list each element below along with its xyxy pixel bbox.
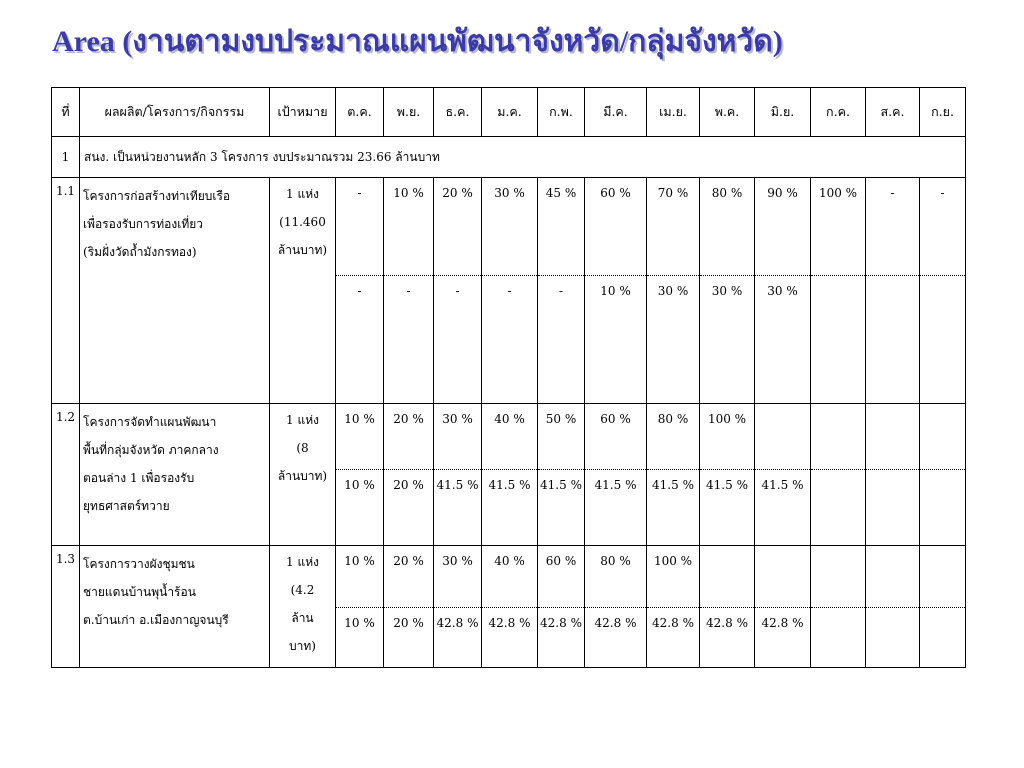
actual-cell: 30 % (755, 276, 811, 404)
project-plan-row (52, 178, 966, 276)
col-header-month: ม.ค. (482, 88, 538, 137)
header-row (52, 88, 966, 137)
plan-cell (920, 546, 966, 608)
project-name-line: พื้นที่กลุ่มจังหวัด ภาคกลาง (83, 443, 219, 457)
actual-cell: 30 % (700, 276, 755, 404)
plan-cell (920, 404, 966, 470)
actual-cell (866, 608, 920, 668)
plan-cell: - (336, 178, 384, 276)
project-target-line: 1 แห่ง (286, 555, 319, 569)
actual-cell (920, 276, 966, 404)
actual-cell: 41.5 % (755, 470, 811, 546)
plan-cell: 20 % (384, 546, 434, 608)
col-header-no: ที่ (52, 88, 80, 137)
project-name-line: ยุทธศาสตร์ทวาย (83, 499, 170, 513)
col-header-item: ผลผลิต/โครงการ/กิจกรรม (80, 88, 270, 137)
col-header-month: ธ.ค. (434, 88, 482, 137)
actual-cell: 41.5 % (434, 470, 482, 546)
plan-cell: 10 % (336, 404, 384, 470)
plan-cell: - (866, 178, 920, 276)
plan-cell: 30 % (434, 546, 482, 608)
actual-cell (811, 470, 866, 546)
plan-cell: 40 % (482, 404, 538, 470)
summary-text: สนง. เป็นหน่วยงานหลัก 3 โครงการ งบประมาณรวม 23.66 ล้านบาท (80, 137, 966, 178)
col-header-month: ต.ค. (336, 88, 384, 137)
actual-cell: 42.8 % (434, 608, 482, 668)
project-name-line: โครงการจัดทำแผนพัฒนา (83, 415, 217, 429)
col-header-month: พ.ค. (700, 88, 755, 137)
plan-cell: 30 % (482, 178, 538, 276)
summary-row (52, 137, 966, 178)
plan-cell: 60 % (585, 178, 647, 276)
plan-cell: 60 % (538, 546, 585, 608)
actual-cell: - (336, 276, 384, 404)
plan-cell (866, 404, 920, 470)
actual-cell: - (482, 276, 538, 404)
actual-cell: 10 % (336, 470, 384, 546)
plan-cell: 20 % (434, 178, 482, 276)
actual-cell (866, 470, 920, 546)
project-name-line: เพื่อรองรับการท่องเที่ยว (83, 217, 203, 231)
plan-cell: 100 % (647, 546, 700, 608)
project-name-line: ต.บ้านเก่า อ.เมืองกาญจนบุรี (83, 613, 229, 627)
project-name (80, 546, 270, 668)
actual-cell: 42.8 % (755, 608, 811, 668)
actual-cell (920, 608, 966, 668)
project-target (270, 546, 336, 668)
actual-cell: 41.5 % (700, 470, 755, 546)
project-name-line: โครงการวางผังชุมชน (83, 557, 195, 571)
col-header-month: ส.ค. (866, 88, 920, 137)
col-header-month: เม.ย. (647, 88, 700, 137)
col-header-month: พ.ย. (384, 88, 434, 137)
plan-cell (866, 546, 920, 608)
actual-cell (866, 276, 920, 404)
plan-cell: 30 % (434, 404, 482, 470)
summary-no: 1 (52, 137, 80, 178)
project-no: 1.2 (52, 404, 80, 546)
col-header-month: มี.ค. (585, 88, 647, 137)
project-name-line: ชายแดนบ้านพุน้ำร้อน (83, 585, 196, 599)
project-target-line: 1 แห่ง (286, 187, 319, 201)
actual-cell: - (434, 276, 482, 404)
actual-cell: 42.8 % (700, 608, 755, 668)
plan-cell: 50 % (538, 404, 585, 470)
plan-cell: 10 % (384, 178, 434, 276)
actual-cell (920, 470, 966, 546)
project-name-line: โครงการก่อสร้างท่าเทียบเรือ (83, 189, 231, 203)
plan-cell: 80 % (700, 178, 755, 276)
project-target-line: 1 แห่ง (286, 413, 319, 427)
project-target-line: ล้าน (291, 611, 314, 625)
actual-cell: 20 % (384, 608, 434, 668)
actual-cell: 20 % (384, 470, 434, 546)
project-name-line: ตอนล่าง 1 เพื่อรองรับ (83, 471, 195, 485)
plan-cell: 60 % (585, 404, 647, 470)
actual-cell: - (384, 276, 434, 404)
project-target (270, 178, 336, 404)
col-header-month: ก.ย. (920, 88, 966, 137)
project-target-line: (8 (296, 441, 309, 455)
page-title: Area (งานตามงบประมาณแผนพัฒนาจังหวัด/กลุ่มจังหวัด) (52, 25, 783, 58)
project-no: 1.3 (52, 546, 80, 668)
plan-cell (755, 546, 811, 608)
project-target-line: (4.2 (290, 583, 315, 597)
table-body (52, 137, 966, 668)
project-target-line: บาท) (289, 639, 316, 653)
plan-cell (811, 404, 866, 470)
col-header-month: ก.พ. (538, 88, 585, 137)
plan-cell: 80 % (585, 546, 647, 608)
col-header-target: เป้าหมาย (270, 88, 336, 137)
actual-cell: 10 % (585, 276, 647, 404)
project-plan-row (52, 546, 966, 608)
project-name (80, 178, 270, 404)
actual-cell: 42.8 % (585, 608, 647, 668)
plan-cell: 45 % (538, 178, 585, 276)
plan-cell (755, 404, 811, 470)
col-header-month: มิ.ย. (755, 88, 811, 137)
actual-cell (811, 608, 866, 668)
plan-cell: 40 % (482, 546, 538, 608)
plan-cell (700, 546, 755, 608)
plan-cell: - (920, 178, 966, 276)
actual-cell: 42.8 % (647, 608, 700, 668)
project-target-line: ล้านบาท) (277, 243, 328, 257)
plan-cell (811, 546, 866, 608)
project-target (270, 404, 336, 546)
project-plan-row (52, 404, 966, 470)
actual-cell (811, 276, 866, 404)
project-name (80, 404, 270, 546)
actual-cell: - (538, 276, 585, 404)
actual-cell: 42.8 % (538, 608, 585, 668)
plan-cell: 20 % (384, 404, 434, 470)
actual-cell: 41.5 % (585, 470, 647, 546)
project-name-line: (ริมฝั่งวัดถ้ำมังกรทอง) (83, 245, 197, 259)
actual-cell: 10 % (336, 608, 384, 668)
actual-cell: 30 % (647, 276, 700, 404)
plan-cell: 80 % (647, 404, 700, 470)
actual-cell: 41.5 % (538, 470, 585, 546)
plan-cell: 100 % (700, 404, 755, 470)
project-target-line: (11.460 (279, 215, 326, 229)
plan-cell: 100 % (811, 178, 866, 276)
plan-cell: 10 % (336, 546, 384, 608)
actual-cell: 41.5 % (647, 470, 700, 546)
actual-cell: 41.5 % (482, 470, 538, 546)
project-no: 1.1 (52, 178, 80, 404)
plan-cell: 90 % (755, 178, 811, 276)
project-target-line: ล้านบาท) (277, 469, 328, 483)
project-schedule-table (51, 87, 966, 668)
col-header-month: ก.ค. (811, 88, 866, 137)
actual-cell: 42.8 % (482, 608, 538, 668)
plan-cell: 70 % (647, 178, 700, 276)
